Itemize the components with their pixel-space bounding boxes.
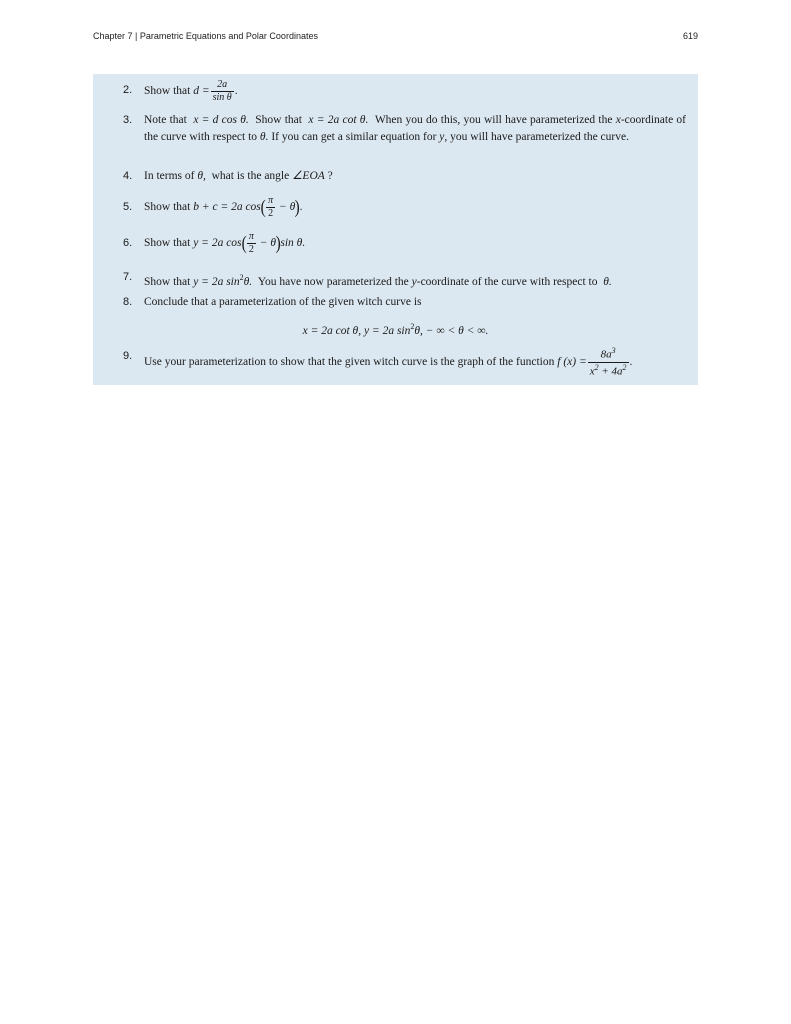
item-text: Show that bbox=[144, 237, 191, 250]
math-expr: x = d cos θ. bbox=[193, 114, 249, 126]
exercise-box bbox=[93, 74, 698, 385]
item-text: , you will have parameterized bbox=[444, 131, 581, 143]
item-text: the curve. bbox=[583, 131, 629, 143]
fraction bbox=[247, 232, 256, 255]
fraction-denominator: x bbox=[589, 365, 595, 378]
item-number: 2. bbox=[123, 84, 133, 96]
math-expr: y = 2a sin bbox=[193, 275, 240, 288]
superscript: 2 bbox=[622, 362, 627, 372]
math-expr: b + c = 2a cos bbox=[193, 201, 261, 214]
fraction-denominator: 2 bbox=[248, 244, 254, 255]
math-expr: x = 2a cot θ. bbox=[308, 114, 369, 126]
item-number: 9. bbox=[123, 350, 133, 362]
fraction bbox=[266, 196, 275, 219]
item-number: 7. bbox=[123, 271, 133, 283]
page-header bbox=[93, 31, 698, 45]
item-body bbox=[144, 269, 686, 291]
math-expr: x = 2a cot θ, y = 2a sin bbox=[302, 324, 411, 337]
item-body bbox=[144, 196, 686, 219]
math-var: x bbox=[615, 114, 621, 126]
item-text: -coordinate of the curve with respect to bbox=[144, 114, 687, 143]
math-expr: d = bbox=[193, 85, 210, 98]
math-expr: θ, − ∞ < θ < ∞. bbox=[414, 324, 489, 337]
item-number: 5. bbox=[123, 201, 133, 213]
item-body bbox=[144, 347, 686, 377]
math-var: θ, bbox=[197, 170, 206, 182]
item-body bbox=[144, 112, 686, 146]
item-body bbox=[144, 80, 686, 103]
math-expr: − θ bbox=[259, 237, 277, 250]
math-var: θ. bbox=[603, 275, 612, 288]
item-text: Show that bbox=[144, 85, 191, 98]
item-body bbox=[144, 232, 686, 255]
item-text: In terms of bbox=[144, 170, 195, 182]
item-text: Show that bbox=[144, 275, 191, 288]
math-var: y bbox=[439, 131, 445, 143]
item-text: You have now parameterized the bbox=[257, 275, 409, 288]
superscript: 2 bbox=[594, 362, 599, 372]
item-text: Conclude that a parameterization of the given witch curve is bbox=[144, 296, 422, 308]
item-text: -coordinate of the curve with respect to bbox=[416, 275, 598, 288]
math-expr: ∠EOA bbox=[292, 170, 325, 182]
math-var: θ. bbox=[259, 131, 269, 143]
math-expr: θ. bbox=[243, 275, 253, 288]
item-number: 3. bbox=[123, 114, 133, 126]
item-number: 4. bbox=[123, 170, 133, 182]
item-text: If you can get a similar equation for bbox=[271, 131, 437, 143]
punctuation: ? bbox=[327, 170, 333, 182]
punctuation: . bbox=[234, 85, 238, 98]
superscript: 2 bbox=[239, 273, 244, 282]
item-body bbox=[144, 294, 686, 311]
fraction-denominator: 2 bbox=[268, 208, 274, 219]
math-expr: y = 2a cos bbox=[193, 237, 242, 250]
fraction-numerator: π bbox=[248, 231, 254, 242]
item-number: 6. bbox=[123, 237, 133, 249]
superscript: 3 bbox=[611, 346, 616, 355]
item-text: Show that bbox=[255, 114, 302, 126]
fraction-numerator: π bbox=[268, 195, 274, 206]
right-paren: ) bbox=[294, 197, 301, 218]
item-text: When you do this, you will have parameterized the bbox=[374, 114, 613, 126]
left-paren: ( bbox=[260, 197, 266, 218]
left-paren: ( bbox=[241, 233, 247, 254]
fraction-numerator: 8a bbox=[600, 348, 612, 361]
right-paren: ) bbox=[275, 233, 281, 254]
math-expr: f (x) = bbox=[557, 355, 587, 368]
math-var: y bbox=[411, 275, 417, 288]
fraction-denominator: sin θ bbox=[212, 92, 232, 103]
fraction-denominator: + 4a bbox=[598, 365, 623, 378]
item-text: Show that bbox=[144, 201, 191, 214]
fraction bbox=[588, 347, 629, 377]
item-text: what is the angle bbox=[211, 170, 290, 182]
page-number: 619 bbox=[682, 31, 698, 41]
punctuation: . bbox=[299, 201, 303, 214]
punctuation: . bbox=[629, 355, 633, 368]
math-expr: − θ bbox=[279, 201, 296, 214]
item-number: 8. bbox=[123, 296, 133, 308]
parameterization-equation bbox=[93, 318, 698, 340]
item-text: Use your parameterization to show that the given witch curve is the graph of the function bbox=[144, 355, 555, 368]
item-text: Note that bbox=[144, 114, 187, 126]
chapter-title: Chapter 7 | Parametric Equations and Polar Coordinates bbox=[93, 31, 318, 41]
math-expr: sin θ. bbox=[280, 237, 306, 250]
item-body bbox=[144, 168, 686, 185]
fraction bbox=[211, 80, 234, 103]
superscript: 2 bbox=[410, 322, 415, 331]
fraction-numerator: 2a bbox=[211, 80, 234, 92]
